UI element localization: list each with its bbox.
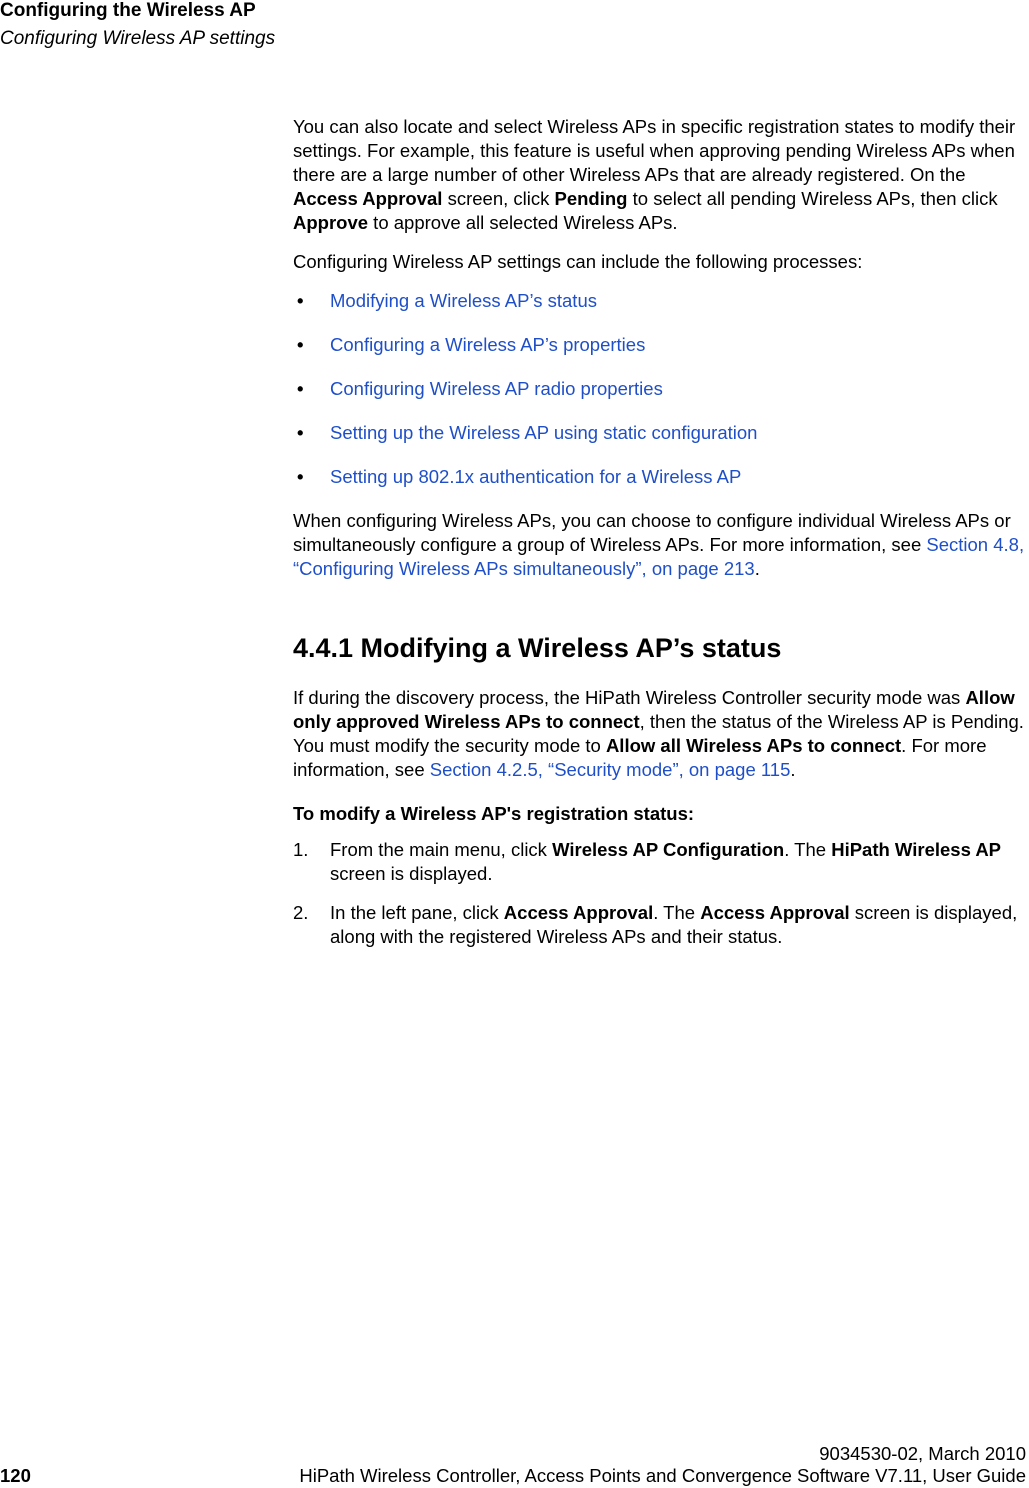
list-item [293,333,1029,357]
ui-term-access-approval: Access Approval [503,902,654,923]
bullet-icon: • [297,422,304,443]
section-paragraph-1 [293,686,1029,782]
chapter-title: Configuring the Wireless AP [0,0,256,21]
text-run: to approve all selected Wireless APs. [368,212,678,233]
text-run: screen is displayed, along with the registered Wireless APs and their status. [330,902,1018,947]
link-configuring-properties[interactable]: Configuring a Wireless AP’s properties [330,334,646,355]
link-modifying-status[interactable]: Modifying a Wireless AP’s status [330,290,597,311]
text-run: From the main menu, click [330,839,553,860]
text-run: If during the discovery process, the HiPath Wireless Controller security mode was [293,687,966,708]
ui-term-allow-all: Allow all Wireless APs to connect [605,735,902,756]
page-footer [0,1443,1029,1487]
page-body [293,115,1029,964]
guide-title: HiPath Wireless Controller, Access Points and Convergence Software V7.11, User Guide [299,1465,1026,1486]
link-radio-properties[interactable]: Configuring Wireless AP radio properties [330,378,663,399]
ui-term-pending: Pending [554,188,628,209]
text-run: to select all pending Wireless APs, then click [627,188,998,209]
ui-term-hipath-wireless-ap: HiPath Wireless AP [831,839,1002,860]
text-run: You can also locate and select Wireless APs in specific registration states to modify their settings. For example, this feature is useful when approving pending Wireless APs when there are a large number of other Wireless APs that are already registered. On the [293,116,1016,185]
text-run: In the left pane, click [330,902,504,923]
procedure-steps [293,838,1029,949]
link-static-configuration[interactable]: Setting up the Wireless AP using static configuration [330,422,758,443]
text-run: . The [784,839,832,860]
document-id: 9034530-02, March 2010 [819,1443,1026,1464]
intro-paragraph-1 [293,115,1029,235]
ui-term-access-approval: Access Approval [293,188,443,209]
running-header [0,0,275,50]
link-section-4-2-5[interactable]: Section 4.2.5, “Security mode”, on page 115 [429,759,791,780]
list-item [293,465,1029,489]
procedure-title: To modify a Wireless AP's registration status: [293,803,695,824]
bullet-icon: • [297,378,304,399]
list-item [293,289,1029,313]
procedure-step [293,901,1029,949]
text-run: . [754,558,760,579]
list-item [293,377,1029,401]
section-subtitle: Configuring Wireless AP settings [0,28,276,49]
ui-term-allow-only-approved: Allow only approved Wireless APs to connect [293,687,1015,732]
process-link-list [293,289,1029,489]
text-run: . [790,759,796,780]
step-number: 2. [293,902,309,923]
procedure-step [293,838,1029,886]
text-run: , then the status of the Wireless AP is Pending. You must modify the security mode to [293,711,1024,756]
list-item [293,421,1029,445]
step-number: 1. [293,839,309,860]
ui-term-access-approval: Access Approval [700,902,850,923]
text-run: . The [653,902,701,923]
intro-paragraph-2: Configuring Wireless AP settings can include the following processes: [293,251,863,272]
footer-row [0,1465,1029,1487]
ui-term-wireless-ap-configuration: Wireless AP Configuration [552,839,785,860]
intro-paragraph-3 [293,509,1029,581]
ui-term-approve: Approve [293,212,369,233]
bullet-icon: • [297,466,304,487]
link-section-4-8[interactable]: Section 4.8, “Configuring Wireless APs simultaneously”, on page 213 [293,534,1025,579]
text-run: screen, click [442,188,555,209]
bullet-icon: • [297,334,304,355]
section-heading: 4.4.1 Modifying a Wireless AP’s status [293,633,782,663]
text-run: screen is displayed. [330,863,493,884]
text-run: . For more information, see [293,735,987,780]
bullet-icon: • [297,290,304,311]
page-number: 120 [0,1465,31,1486]
text-run: When configuring Wireless APs, you can choose to configure individual Wireless APs or simultaneously configure a group of Wireless APs. For more information, see [293,510,1011,555]
link-8021x-authentication[interactable]: Setting up 802.1x authentication for a Wireless AP [330,466,742,487]
